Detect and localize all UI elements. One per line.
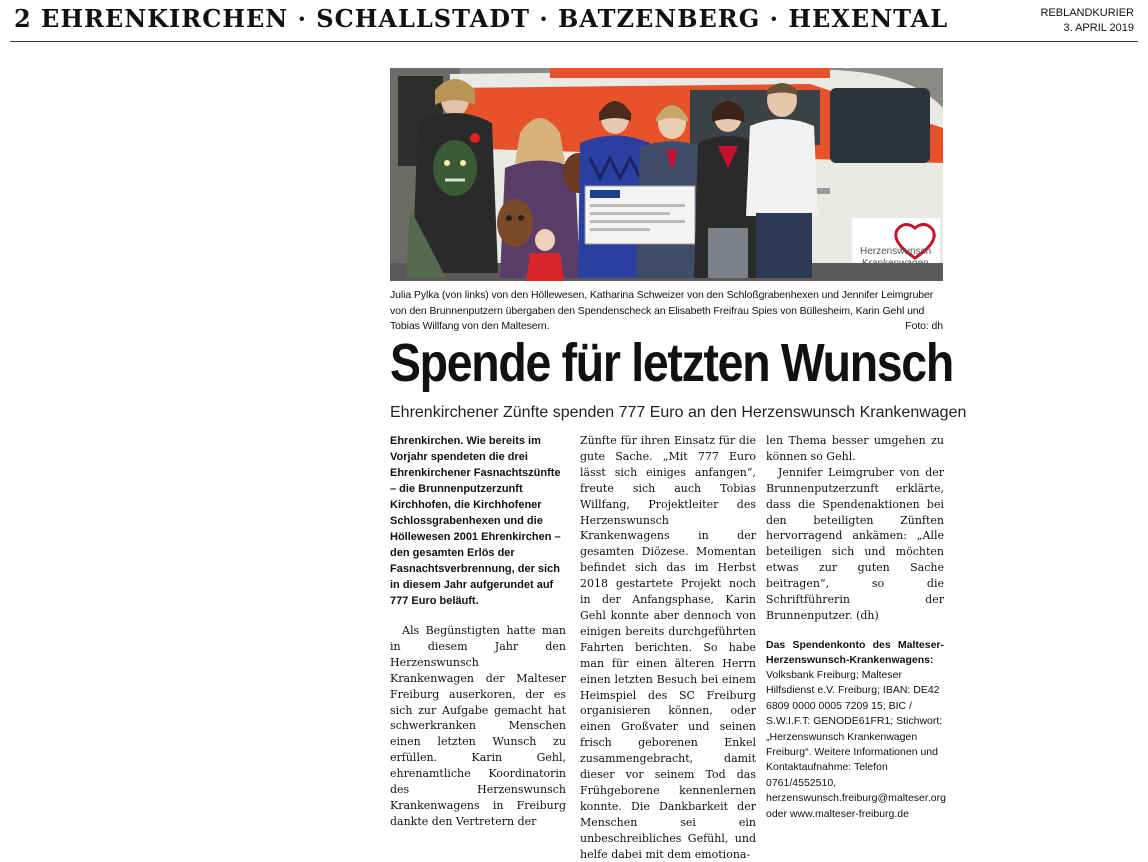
article-photo bbox=[390, 68, 943, 281]
paper-info bbox=[1040, 6, 1134, 36]
issue-date: 3. APRIL 2019 bbox=[1063, 22, 1134, 34]
article-column-1 bbox=[390, 433, 566, 830]
photo-credit: Foto: dh bbox=[905, 320, 943, 332]
donation-info-title: Das Spendenkonto des Malteser-Herzenswunsch-Krankenwagens: bbox=[766, 638, 944, 666]
article-body-2: Zünfte für ihren Einsatz für die gute Sache. „Mit 777 Euro lässt sich einiges anfangen“, freute sich auch Tobias Willfang, Projektleiter des Herzenswunsch Krankenwagens in der gesamten Diözese. Momentan befindet sich das im Herbst 2018 gestartete Projekt noch in der Anfangsphase, Karin Gehl konnte aber dennoch von einigen bereits durchgeführten Fahrten berichten. So habe man für einen älteren Herrn einen letzten Besuch bei einem Heimspiel des SC Freiburg organisieren können, oder einen Großvater und seinen frisch geborenen Enkel zusammengebracht, damit dieser vor seinem Tod das Frühgeborene kennenlernen konnte. Die Dankbarkeit der Menschen sei ein unbeschreibliches Gefühl, und helfe dabei mit dem emotiona- bbox=[580, 434, 756, 861]
article-lead: Ehrenkirchen. Wie bereits im Vorjahr spendeten die drei Ehrenkirchener Fasnachtszünfte – die Brunnenputzerzunft Kirchhofen, die Kirchhofener Schlossgrabenhexen und die Höllewesen 2001 Ehrenkirchen – den gesamten Erlös der Fasnachtsverbrennung, der sich in diesem Jahr aufgerundet auf 777 Euro beläuft. bbox=[390, 435, 561, 607]
page-section-title: 2 EHRENKIRCHEN · SCHALLSTADT · BATZENBERG · HEXENTAL bbox=[14, 4, 949, 33]
article-column-3 bbox=[766, 433, 944, 822]
van-logo bbox=[852, 218, 940, 270]
photo-caption bbox=[390, 288, 943, 335]
caption-text: Julia Pylka (von links) von den Höllewesen, Katharina Schweizer von den Schloßgrabenhexen und Jennifer Leimgruber von den Brunnenputzern übergaben den Spendenscheck an Elisabeth Freifrau Spies von Büllesheim, Karin Gehl und Tobias Willfang von den Maltesern. bbox=[390, 289, 934, 332]
paper-name: REBLANDKURIER bbox=[1040, 7, 1134, 19]
masthead bbox=[0, 0, 1148, 44]
photo-illustration bbox=[390, 68, 943, 281]
donation-check bbox=[585, 186, 695, 244]
article-body-1: Als Begünstigten hatte man in diesem Jahr den Herzenswunsch Krankenwagen der Malteser Freiburg auserkoren, der es sich zur Aufgabe gemacht hat schwerkranken Menschen einen letzten Wunsch zu erfüllen. Karin Gehl, ehrenamtliche Koordinatorin des Herzenswunsch Krankenwagens in Freiburg dankte den Vertretern der bbox=[390, 624, 566, 828]
van-logo-line1: Herzenswunsch bbox=[860, 246, 932, 257]
donation-info-body: Volksbank Freiburg; Malteser Hilfsdienst e.V. Freiburg; IBAN: DE42 6809 0000 0005 7209 15; BIC / S.W.I.F.T: GENODE61FR1; Stichwort: „Herzenswunsch Krankenwagen Freiburg“. Weitere Informationen und Kontaktaufnahme: Telefon 0761/4552510, herzenswunsch.freiburg@malteser.org oder www.malteser-freiburg.de bbox=[766, 668, 946, 820]
masthead-divider bbox=[10, 41, 1138, 42]
article-subheadline: Ehrenkirchener Zünfte spenden 777 Euro an den Herzenswunsch Krankenwagen bbox=[390, 404, 967, 421]
article-body-3b: Jennifer Leimgruber von der Brunnenputzerzunft erklärte, dass die Spendenaktionen bei den beteiligten Zünften hervorragend ankämen: „Alle beteiligen sich und möchten etwas zur guten Sache beitragen“, so die Schriftführerin der Brunnenputzer. (dh) bbox=[766, 465, 944, 622]
article-column-2 bbox=[580, 433, 756, 862]
article-headline: Spende für letzten Wunsch bbox=[390, 333, 953, 393]
article-body-3a: len Thema besser umgehen zu können so Gehl. bbox=[766, 434, 944, 463]
